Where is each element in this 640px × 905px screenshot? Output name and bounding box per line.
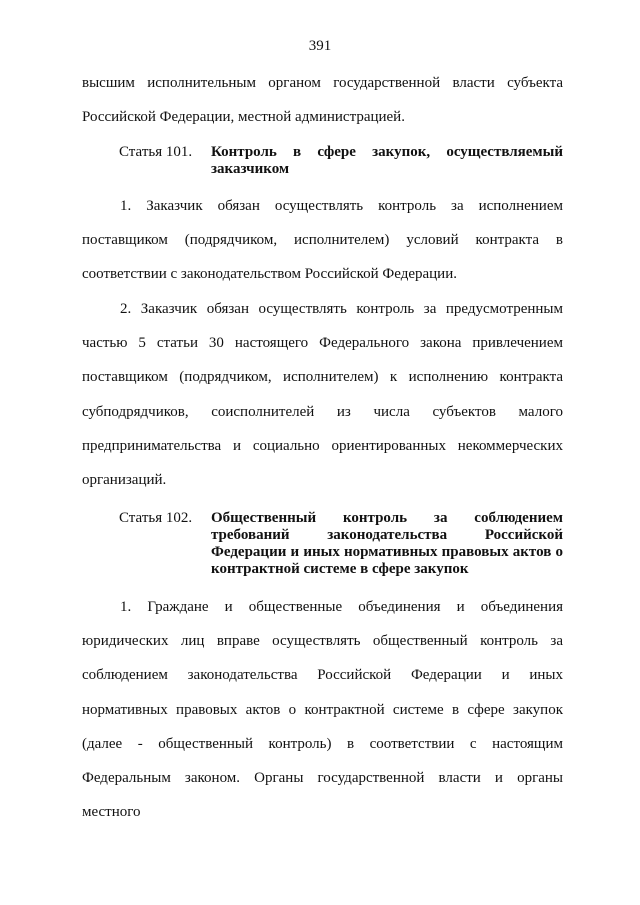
paragraph-101-2 (82, 292, 563, 497)
heading-line: Общественный контроль за соблюдением (211, 510, 563, 526)
article-label: Статья 101. (119, 144, 193, 160)
text-line: частью 5 статьи 30 настоящего Федерального закона привлечением (82, 335, 563, 352)
text-line: соблюдением законодательства Российской Федерации и иных (82, 667, 563, 684)
paragraph-102-1 (82, 590, 563, 829)
heading-line: заказчиком (211, 161, 290, 177)
article-title (211, 510, 563, 578)
text-line: 1. Заказчик обязан осуществлять контроль за исполнением (120, 198, 563, 214)
article-label: Статья 102. (119, 510, 193, 526)
page-number: 391 (308, 38, 332, 54)
text-line: юридических лиц вправе осуществлять общественный контроль за (82, 633, 563, 650)
text-line: нормативных правовых актов о контрактной системе в сфере закупок (82, 701, 563, 718)
text-line: (далее - общественный контроль) в соответствии с настоящим (82, 735, 563, 752)
text-line: высшим исполнительным органом государственной власти субъекта (82, 75, 563, 91)
paragraph-101-1 (82, 189, 563, 292)
text-line: Федеральным законом. Органы государственной власти и органы местного (82, 770, 563, 821)
text-line: субподрядчиков, соисполнителей из числа субъектов малого (82, 403, 563, 420)
text-line: Российской Федерации, местной администрацией. (82, 109, 405, 126)
heading-line: требований законодательства Российской (211, 527, 563, 543)
heading-line: контрактной системе в сфере закупок (211, 561, 469, 577)
intro-paragraph (82, 66, 563, 134)
text-line: организаций. (82, 472, 167, 489)
heading-line: Контроль в сфере закупок, осуществляемый (211, 144, 563, 160)
text-line: 1. Граждане и общественные объединения и объединения (120, 599, 563, 615)
text-line: предпринимательства и социально ориентированных некоммерческих (82, 437, 563, 454)
heading-line: Федерации и иных нормативных правовых актов о (211, 544, 563, 560)
text-line: поставщиком (подрядчиком, исполнителем) к исполнению контракта (82, 369, 563, 386)
text-line: поставщиком (подрядчиком, исполнителем) условий контракта в (82, 232, 563, 249)
article-title (211, 144, 563, 178)
text-line: соответствии с законодательством Российской Федерации. (82, 266, 457, 283)
text-line: 2. Заказчик обязан осуществлять контроль за предусмотренным (120, 301, 563, 317)
